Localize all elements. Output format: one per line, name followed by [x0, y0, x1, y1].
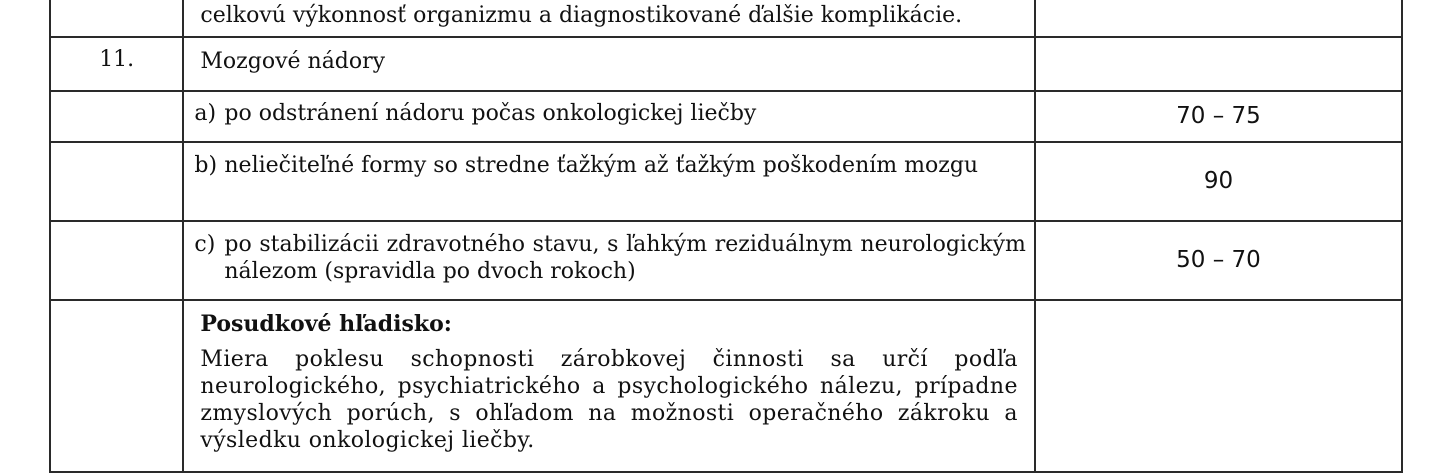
table-row-assessment-note [50, 300, 1402, 472]
item-label: c) [194, 232, 216, 257]
item-description-cell [183, 142, 1035, 221]
percentage-value-cell [1035, 91, 1402, 142]
list-item [194, 100, 1026, 127]
assessment-note-cell [183, 300, 1035, 472]
assessment-note-title: Posudkové hľadisko: [200, 311, 452, 337]
section-title-cell [183, 37, 1035, 91]
assessment-note-body: Miera poklesu schopnosti zárobkovej činnosti sa určí podľa neurologického, psychiatrického a psychologického nálezu, prípadne zmyslových porúch, s ohľadom na možnosti operačného zákroku a výsledku onkologickej liečby. [200, 347, 1018, 453]
number-cell-empty [50, 0, 183, 37]
item-text: po stabilizácii zdravotného stavu, s ľahkým reziduálnym neurologickým nálezom (spravidla po dvoch rokoch) [224, 232, 1026, 284]
number-cell-empty [50, 221, 183, 300]
value-cell-empty [1035, 0, 1402, 37]
percentage-value: 90 [1203, 168, 1234, 194]
section-number: 11. [99, 47, 135, 72]
number-cell-empty [50, 91, 183, 142]
table-row [50, 91, 1402, 142]
number-cell-empty [50, 142, 183, 221]
list-item [194, 152, 1026, 179]
section-title: Mozgové nádory [200, 49, 386, 74]
item-description-cell [183, 91, 1035, 142]
item-description-cell [183, 221, 1035, 300]
table-row [50, 221, 1402, 300]
percentage-value: 70 – 75 [1176, 103, 1261, 129]
item-text: neliečiteľné formy so stredne ťažkým až ťažkým poškodením mozgu [224, 153, 979, 178]
percentage-value: 50 – 70 [1176, 247, 1261, 273]
number-cell-empty [50, 300, 183, 472]
disability-criteria-table [49, 0, 1403, 473]
section-number-cell [50, 37, 183, 91]
value-cell-empty [1035, 300, 1402, 472]
list-item [194, 231, 1026, 285]
table-row-previous [50, 0, 1402, 37]
previous-description-text: celkovú výkonnosť organizmu a diagnostikované ďalšie komplikácie. [200, 3, 963, 28]
item-label: a) [194, 101, 217, 126]
percentage-value-cell [1035, 221, 1402, 300]
item-label: b) [194, 153, 218, 178]
value-cell-empty [1035, 37, 1402, 91]
item-text: po odstránení nádoru počas onkologickej liečby [224, 101, 757, 126]
percentage-value-cell [1035, 142, 1402, 221]
table-row [50, 142, 1402, 221]
previous-description-cell [183, 0, 1035, 37]
table-row-section-header [50, 37, 1402, 91]
